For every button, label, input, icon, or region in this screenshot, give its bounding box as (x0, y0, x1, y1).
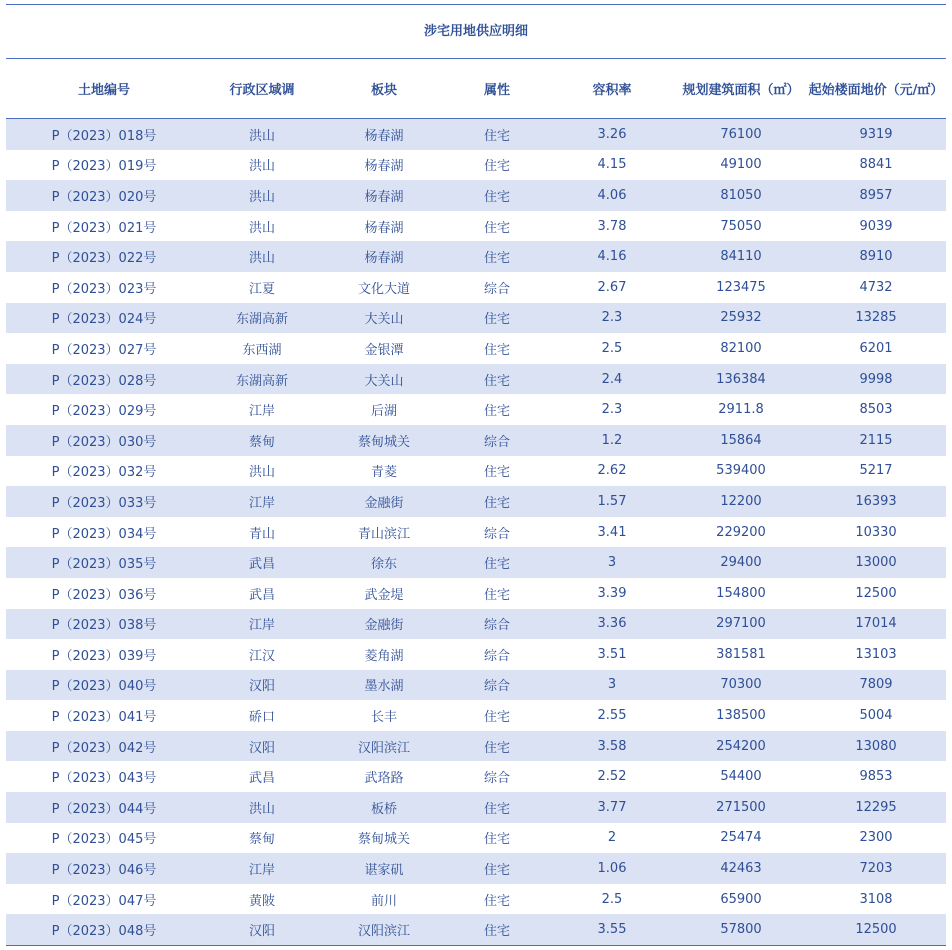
cell-district: 蔡甸 (202, 425, 322, 456)
cell-starting-floor-price: 13080 (806, 731, 946, 762)
cell-district: 武昌 (202, 547, 322, 578)
cell-planned-floor-area: 271500 (676, 792, 806, 823)
cell-land-id: P（2023）020号 (6, 180, 202, 211)
cell-sector: 杨春湖 (322, 211, 446, 242)
cell-sector: 徐东 (322, 547, 446, 578)
table-row (6, 180, 946, 211)
cell-sector: 文化大道 (322, 272, 446, 303)
cell-district: 洪山 (202, 211, 322, 242)
land-supply-table-container (6, 4, 946, 946)
cell-plot-ratio: 1.57 (548, 486, 676, 517)
cell-planned-floor-area: 15864 (676, 425, 806, 456)
cell-plot-ratio: 1.06 (548, 853, 676, 884)
cell-planned-floor-area: 57800 (676, 914, 806, 945)
table-row (6, 853, 946, 884)
cell-property-type: 住宅 (446, 241, 548, 272)
cell-starting-floor-price: 7203 (806, 853, 946, 884)
cell-district: 洪山 (202, 241, 322, 272)
cell-starting-floor-price: 13285 (806, 303, 946, 334)
table-row (6, 609, 946, 640)
cell-land-id: P（2023）018号 (6, 119, 202, 150)
cell-planned-floor-area: 25932 (676, 303, 806, 334)
cell-sector: 杨春湖 (322, 180, 446, 211)
cell-sector: 后湖 (322, 394, 446, 425)
table-row (6, 119, 946, 150)
cell-land-id: P（2023）046号 (6, 853, 202, 884)
cell-planned-floor-area: 136384 (676, 364, 806, 395)
cell-property-type: 住宅 (446, 364, 548, 395)
cell-starting-floor-price: 7809 (806, 670, 946, 701)
table-row (6, 731, 946, 762)
cell-sector: 武珞路 (322, 761, 446, 792)
cell-land-id: P（2023）023号 (6, 272, 202, 303)
cell-planned-floor-area: 12200 (676, 486, 806, 517)
cell-plot-ratio: 2.5 (548, 333, 676, 364)
cell-land-id: P（2023）022号 (6, 241, 202, 272)
header-property-type: 属性 (446, 59, 548, 119)
cell-starting-floor-price: 12295 (806, 792, 946, 823)
cell-plot-ratio: 3.36 (548, 609, 676, 640)
cell-district: 东湖高新 (202, 303, 322, 334)
cell-sector: 金融街 (322, 609, 446, 640)
cell-land-id: P（2023）039号 (6, 639, 202, 670)
cell-planned-floor-area: 54400 (676, 761, 806, 792)
cell-property-type: 住宅 (446, 394, 548, 425)
cell-district: 洪山 (202, 792, 322, 823)
cell-district: 江夏 (202, 272, 322, 303)
cell-district: 黄陂 (202, 884, 322, 915)
cell-starting-floor-price: 8957 (806, 180, 946, 211)
cell-starting-floor-price: 12500 (806, 578, 946, 609)
cell-property-type: 综合 (446, 761, 548, 792)
cell-starting-floor-price: 5004 (806, 700, 946, 731)
cell-property-type: 综合 (446, 639, 548, 670)
cell-planned-floor-area: 138500 (676, 700, 806, 731)
cell-planned-floor-area: 539400 (676, 456, 806, 487)
table-row (6, 272, 946, 303)
cell-land-id: P（2023）041号 (6, 700, 202, 731)
table-row (6, 792, 946, 823)
cell-planned-floor-area: 65900 (676, 884, 806, 915)
cell-property-type: 住宅 (446, 211, 548, 242)
cell-sector: 大关山 (322, 303, 446, 334)
cell-plot-ratio: 3 (548, 670, 676, 701)
cell-plot-ratio: 3.26 (548, 119, 676, 150)
cell-planned-floor-area: 84110 (676, 241, 806, 272)
cell-starting-floor-price: 3108 (806, 884, 946, 915)
cell-land-id: P（2023）040号 (6, 670, 202, 701)
cell-district: 东湖高新 (202, 364, 322, 395)
cell-property-type: 住宅 (446, 792, 548, 823)
cell-planned-floor-area: 154800 (676, 578, 806, 609)
cell-property-type: 住宅 (446, 456, 548, 487)
table-row (6, 914, 946, 945)
cell-planned-floor-area: 2911.8 (676, 394, 806, 425)
cell-sector: 金银潭 (322, 333, 446, 364)
land-supply-table (6, 59, 946, 946)
cell-land-id: P（2023）042号 (6, 731, 202, 762)
cell-sector: 蔡甸城关 (322, 425, 446, 456)
cell-starting-floor-price: 9998 (806, 364, 946, 395)
cell-planned-floor-area: 25474 (676, 823, 806, 854)
cell-district: 蔡甸 (202, 823, 322, 854)
cell-plot-ratio: 2.67 (548, 272, 676, 303)
cell-starting-floor-price: 6201 (806, 333, 946, 364)
cell-starting-floor-price: 4732 (806, 272, 946, 303)
cell-planned-floor-area: 75050 (676, 211, 806, 242)
table-body (6, 119, 946, 946)
cell-starting-floor-price: 16393 (806, 486, 946, 517)
cell-property-type: 住宅 (446, 119, 548, 150)
cell-land-id: P（2023）027号 (6, 333, 202, 364)
cell-district: 武昌 (202, 578, 322, 609)
cell-district: 江岸 (202, 486, 322, 517)
cell-plot-ratio: 3.55 (548, 914, 676, 945)
cell-starting-floor-price: 12500 (806, 914, 946, 945)
cell-district: 洪山 (202, 150, 322, 181)
cell-sector: 青菱 (322, 456, 446, 487)
cell-land-id: P（2023）047号 (6, 884, 202, 915)
cell-plot-ratio: 4.15 (548, 150, 676, 181)
cell-planned-floor-area: 81050 (676, 180, 806, 211)
table-row (6, 578, 946, 609)
cell-starting-floor-price: 8841 (806, 150, 946, 181)
cell-sector: 杨春湖 (322, 119, 446, 150)
table-row (6, 303, 946, 334)
cell-land-id: P（2023）036号 (6, 578, 202, 609)
cell-land-id: P（2023）034号 (6, 517, 202, 548)
header-planned-floor-area: 规划建筑面积（㎡） (676, 59, 806, 119)
cell-sector: 板桥 (322, 792, 446, 823)
cell-property-type: 住宅 (446, 180, 548, 211)
cell-starting-floor-price: 2300 (806, 823, 946, 854)
table-row (6, 333, 946, 364)
table-row (6, 486, 946, 517)
cell-plot-ratio: 2.4 (548, 364, 676, 395)
table-row (6, 761, 946, 792)
cell-sector: 金融街 (322, 486, 446, 517)
table-row (6, 394, 946, 425)
cell-land-id: P（2023）024号 (6, 303, 202, 334)
cell-plot-ratio: 3.41 (548, 517, 676, 548)
cell-starting-floor-price: 13000 (806, 547, 946, 578)
cell-district: 东西湖 (202, 333, 322, 364)
cell-property-type: 住宅 (446, 150, 548, 181)
header-plot-ratio: 容积率 (548, 59, 676, 119)
cell-district: 汉阳 (202, 914, 322, 945)
cell-planned-floor-area: 82100 (676, 333, 806, 364)
cell-land-id: P（2023）044号 (6, 792, 202, 823)
cell-plot-ratio: 4.16 (548, 241, 676, 272)
table-row (6, 700, 946, 731)
cell-sector: 武金堤 (322, 578, 446, 609)
cell-starting-floor-price: 17014 (806, 609, 946, 640)
table-row (6, 823, 946, 854)
cell-property-type: 综合 (446, 670, 548, 701)
cell-property-type: 住宅 (446, 731, 548, 762)
cell-property-type: 住宅 (446, 823, 548, 854)
table-row (6, 241, 946, 272)
cell-plot-ratio: 2.3 (548, 394, 676, 425)
cell-district: 江岸 (202, 853, 322, 884)
cell-planned-floor-area: 254200 (676, 731, 806, 762)
cell-plot-ratio: 3.51 (548, 639, 676, 670)
cell-land-id: P（2023）043号 (6, 761, 202, 792)
cell-land-id: P（2023）029号 (6, 394, 202, 425)
cell-starting-floor-price: 5217 (806, 456, 946, 487)
cell-plot-ratio: 3.77 (548, 792, 676, 823)
cell-land-id: P（2023）035号 (6, 547, 202, 578)
table-title: 涉宅用地供应明细 (6, 5, 946, 59)
cell-plot-ratio: 2.55 (548, 700, 676, 731)
cell-district: 汉阳 (202, 731, 322, 762)
cell-land-id: P（2023）019号 (6, 150, 202, 181)
cell-district: 洪山 (202, 119, 322, 150)
table-row (6, 456, 946, 487)
cell-property-type: 住宅 (446, 486, 548, 517)
table-row (6, 639, 946, 670)
cell-sector: 杨春湖 (322, 150, 446, 181)
cell-property-type: 住宅 (446, 914, 548, 945)
cell-sector: 菱角湖 (322, 639, 446, 670)
cell-district: 江汉 (202, 639, 322, 670)
cell-starting-floor-price: 13103 (806, 639, 946, 670)
cell-property-type: 住宅 (446, 303, 548, 334)
table-row (6, 884, 946, 915)
cell-property-type: 住宅 (446, 578, 548, 609)
cell-sector: 前川 (322, 884, 446, 915)
cell-district: 洪山 (202, 456, 322, 487)
cell-land-id: P（2023）021号 (6, 211, 202, 242)
cell-district: 江岸 (202, 394, 322, 425)
header-district: 行政区域调 (202, 59, 322, 119)
cell-land-id: P（2023）045号 (6, 823, 202, 854)
header-land-id: 土地编号 (6, 59, 202, 119)
cell-property-type: 综合 (446, 609, 548, 640)
table-row (6, 547, 946, 578)
cell-district: 江岸 (202, 609, 322, 640)
cell-property-type: 综合 (446, 517, 548, 548)
cell-starting-floor-price: 2115 (806, 425, 946, 456)
cell-plot-ratio: 2.3 (548, 303, 676, 334)
cell-plot-ratio: 3 (548, 547, 676, 578)
header-starting-floor-price: 起始楼面地价（元/㎡） (806, 59, 946, 119)
cell-sector: 汉阳滨江 (322, 731, 446, 762)
cell-plot-ratio: 2 (548, 823, 676, 854)
cell-planned-floor-area: 70300 (676, 670, 806, 701)
cell-property-type: 住宅 (446, 700, 548, 731)
table-row (6, 364, 946, 395)
cell-property-type: 综合 (446, 425, 548, 456)
cell-planned-floor-area: 229200 (676, 517, 806, 548)
cell-land-id: P（2023）032号 (6, 456, 202, 487)
header-row (6, 59, 946, 119)
cell-plot-ratio: 2.62 (548, 456, 676, 487)
cell-land-id: P（2023）028号 (6, 364, 202, 395)
table-row (6, 670, 946, 701)
cell-planned-floor-area: 381581 (676, 639, 806, 670)
cell-sector: 谌家矶 (322, 853, 446, 884)
cell-planned-floor-area: 42463 (676, 853, 806, 884)
cell-property-type: 综合 (446, 272, 548, 303)
cell-plot-ratio: 3.39 (548, 578, 676, 609)
cell-district: 硚口 (202, 700, 322, 731)
cell-starting-floor-price: 9853 (806, 761, 946, 792)
cell-sector: 蔡甸城关 (322, 823, 446, 854)
cell-district: 汉阳 (202, 670, 322, 701)
cell-starting-floor-price: 10330 (806, 517, 946, 548)
cell-plot-ratio: 3.78 (548, 211, 676, 242)
cell-sector: 青山滨江 (322, 517, 446, 548)
cell-land-id: P（2023）038号 (6, 609, 202, 640)
table-row (6, 425, 946, 456)
table-row (6, 150, 946, 181)
cell-planned-floor-area: 76100 (676, 119, 806, 150)
cell-property-type: 住宅 (446, 884, 548, 915)
cell-starting-floor-price: 9039 (806, 211, 946, 242)
cell-district: 青山 (202, 517, 322, 548)
cell-starting-floor-price: 8503 (806, 394, 946, 425)
cell-land-id: P（2023）033号 (6, 486, 202, 517)
cell-planned-floor-area: 297100 (676, 609, 806, 640)
cell-district: 武昌 (202, 761, 322, 792)
cell-sector: 大关山 (322, 364, 446, 395)
cell-property-type: 住宅 (446, 333, 548, 364)
cell-land-id: P（2023）030号 (6, 425, 202, 456)
cell-plot-ratio: 2.52 (548, 761, 676, 792)
cell-planned-floor-area: 49100 (676, 150, 806, 181)
cell-starting-floor-price: 9319 (806, 119, 946, 150)
cell-sector: 杨春湖 (322, 241, 446, 272)
cell-plot-ratio: 1.2 (548, 425, 676, 456)
cell-land-id: P（2023）048号 (6, 914, 202, 945)
cell-sector: 长丰 (322, 700, 446, 731)
cell-planned-floor-area: 123475 (676, 272, 806, 303)
cell-sector: 汉阳滨江 (322, 914, 446, 945)
cell-planned-floor-area: 29400 (676, 547, 806, 578)
cell-plot-ratio: 3.58 (548, 731, 676, 762)
cell-property-type: 住宅 (446, 853, 548, 884)
cell-property-type: 住宅 (446, 547, 548, 578)
cell-district: 洪山 (202, 180, 322, 211)
cell-starting-floor-price: 8910 (806, 241, 946, 272)
cell-plot-ratio: 4.06 (548, 180, 676, 211)
cell-plot-ratio: 2.5 (548, 884, 676, 915)
table-row (6, 517, 946, 548)
header-sector: 板块 (322, 59, 446, 119)
cell-sector: 墨水湖 (322, 670, 446, 701)
table-row (6, 211, 946, 242)
